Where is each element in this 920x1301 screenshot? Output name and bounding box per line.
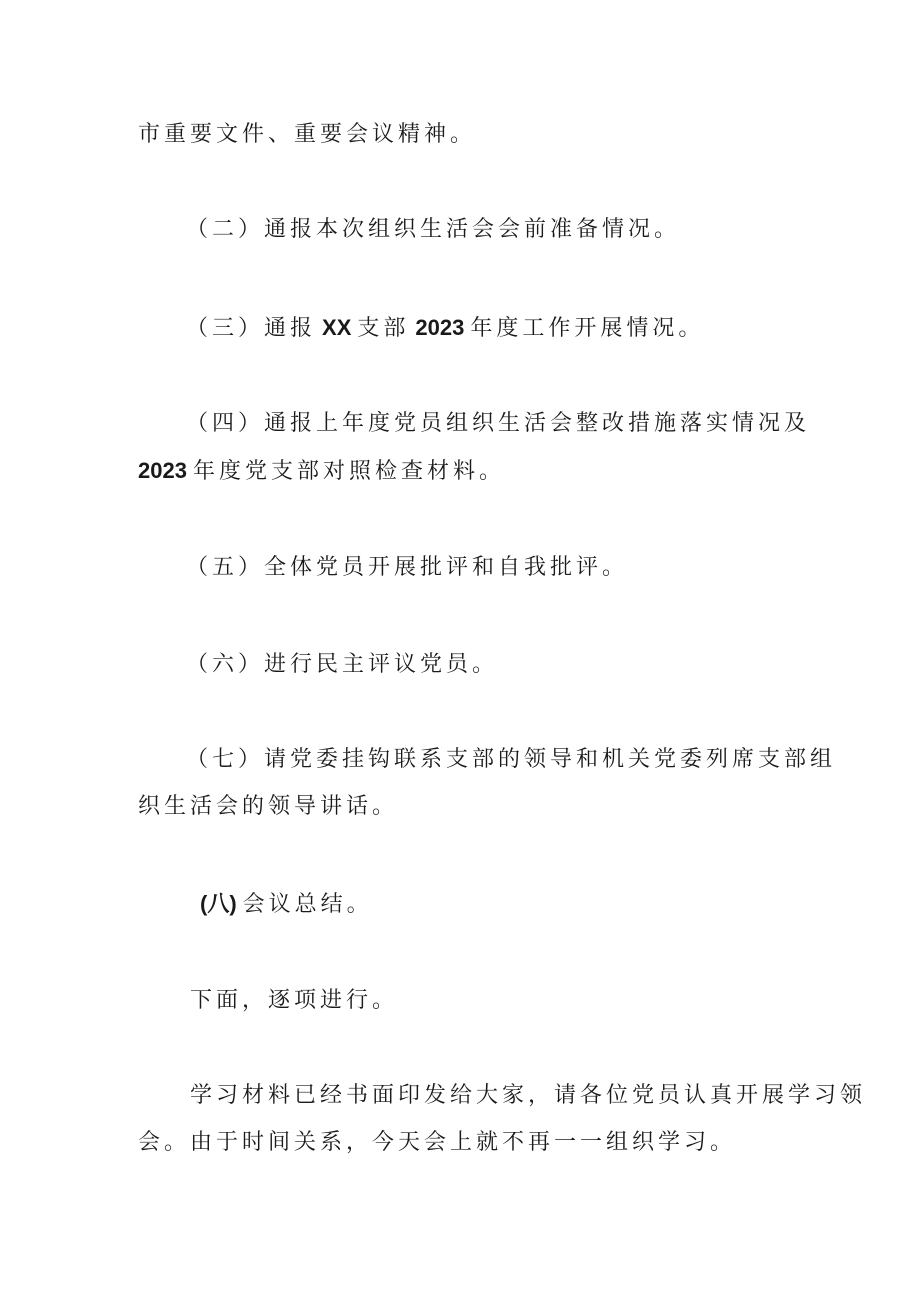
text-line: （五）全体党员开展批评和自我批评。 bbox=[186, 555, 629, 580]
agenda-item-3 bbox=[186, 313, 704, 344]
text-line: 市重要文件、重要会议精神。 bbox=[138, 122, 477, 147]
text-line: 织生活会的领导讲话。 bbox=[138, 794, 399, 819]
year-number: 2023 bbox=[138, 458, 187, 483]
text-segment: 年度党支部对照检查材料。 bbox=[192, 459, 505, 484]
agenda-item-4 bbox=[186, 409, 810, 439]
text-line: （六）进行民主评议党员。 bbox=[186, 652, 499, 677]
text-line: 下面，逐项进行。 bbox=[190, 988, 399, 1013]
paragraph-study-continuation bbox=[138, 1128, 736, 1158]
item-number: (八) bbox=[200, 891, 237, 916]
agenda-item-4-continuation bbox=[138, 456, 505, 487]
text-line: （二）通报本次组织生活会会前准备情况。 bbox=[186, 217, 681, 242]
agenda-item-2 bbox=[186, 215, 680, 245]
agenda-item-7-continuation bbox=[138, 792, 398, 822]
text-line: （四）通报上年度党员组织生活会整改措施落实情况及 bbox=[186, 411, 811, 436]
year-number: 2023 bbox=[415, 315, 465, 340]
placeholder-xx: XX bbox=[322, 315, 352, 340]
text-segment: 年度工作开展情况。 bbox=[470, 316, 705, 341]
text-line: 学习材料已经书面印发给大家，请各位党员认真开展学习领 bbox=[190, 1083, 867, 1108]
paragraph-next bbox=[190, 986, 398, 1016]
text-segment: 会议总结。 bbox=[242, 892, 373, 917]
text-segment: 支部 bbox=[357, 316, 410, 341]
paragraph-study bbox=[190, 1081, 866, 1111]
text-segment: （三）通报 bbox=[186, 316, 317, 341]
agenda-item-7 bbox=[186, 745, 836, 775]
agenda-item-6 bbox=[186, 650, 498, 680]
agenda-item-5 bbox=[186, 553, 628, 583]
paragraph-continuation bbox=[138, 120, 476, 150]
text-line: （七）请党委挂钩联系支部的领导和机关党委列席支部组 bbox=[186, 747, 837, 772]
text-line: 会。由于时间关系，今天会上就不再一一组织学习。 bbox=[138, 1130, 737, 1155]
agenda-item-8 bbox=[200, 889, 373, 920]
